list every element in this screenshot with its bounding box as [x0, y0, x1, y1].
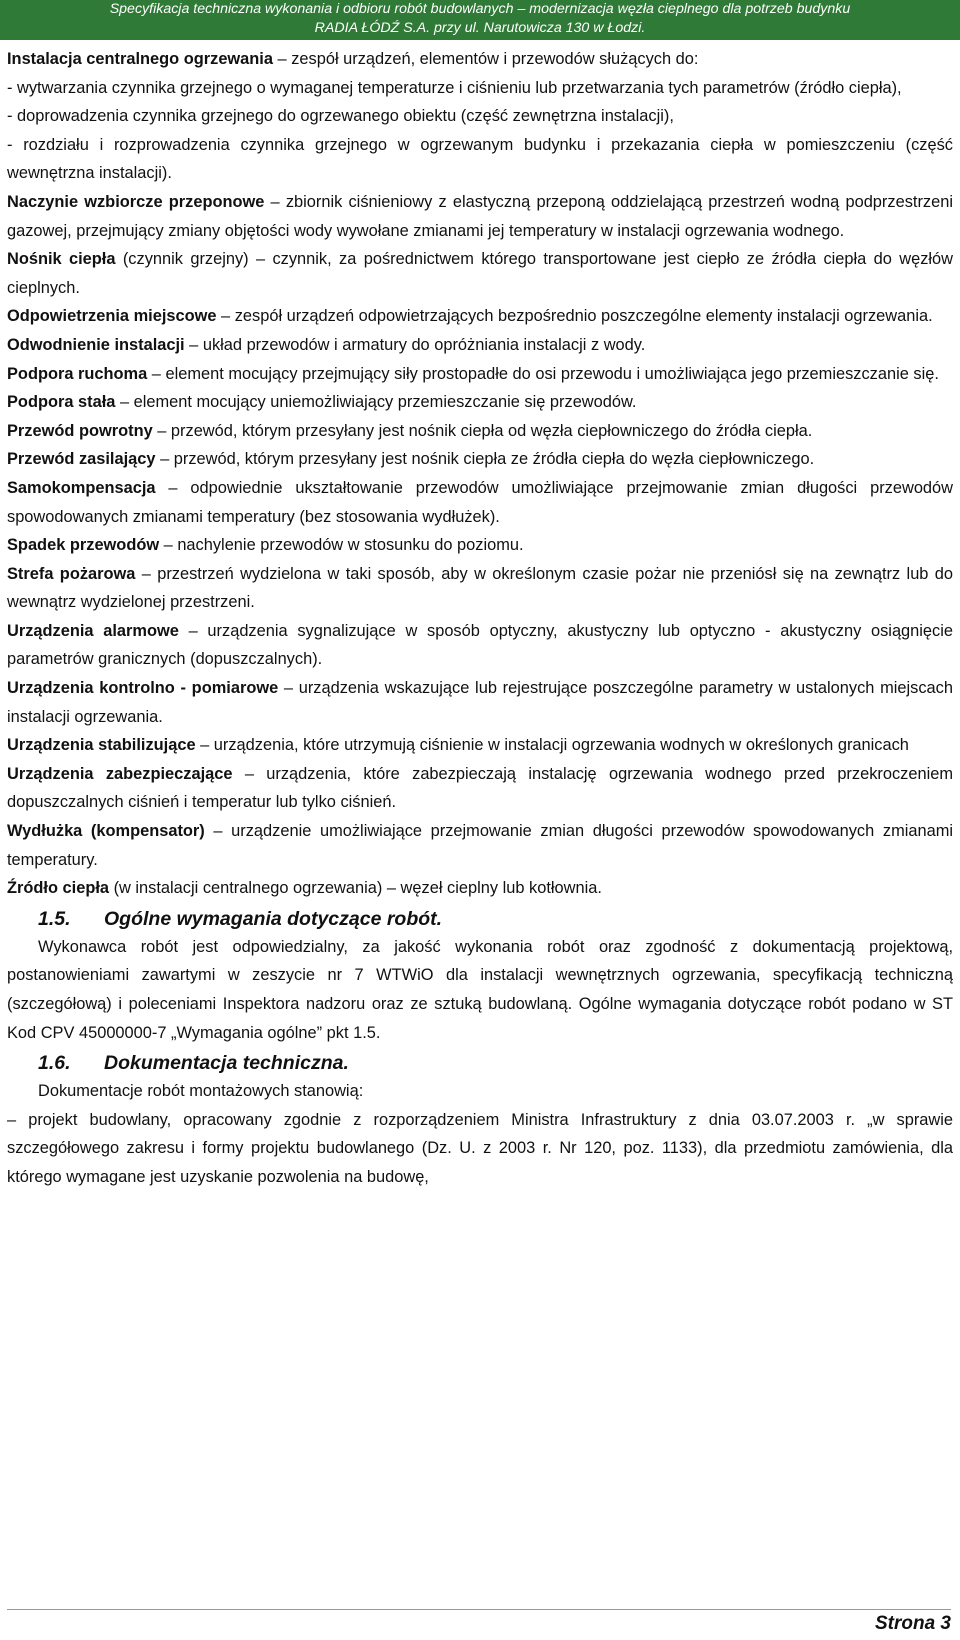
definition-text: – przewód, którym przesyłany jest nośnik ciepła od węzła ciepłowniczego do źródła ciepła.	[152, 421, 813, 440]
definition	[7, 388, 953, 417]
definition-text: – urządzenia sygnalizujące w sposób optyczny, akustyczny lub optyczno - akustyczny osiągnięcie parametrów granicznych (dopuszczalnych).	[7, 621, 953, 669]
definition-term: Wydłużka (kompensator)	[7, 822, 205, 841]
definition	[7, 674, 953, 731]
definition	[7, 617, 953, 674]
definition	[7, 245, 953, 302]
section-title: Ogólne wymagania dotyczące robót.	[104, 907, 443, 930]
definition	[7, 417, 953, 446]
definition-text: – nachylenie przewodów w stosunku do poziomu.	[159, 536, 524, 555]
definition	[7, 445, 953, 474]
definition-term: Urządzenia zabezpieczające	[7, 764, 233, 783]
definition-term: Urządzenia alarmowe	[7, 621, 179, 640]
definition	[7, 874, 953, 903]
definition	[7, 474, 953, 531]
list-item: - rozdziału i rozprowadzenia czynnika grzejnego w ogrzewanym budynku i przekazania ciepła w pomieszczeniu (część wewnętrzna instalacji).	[7, 135, 953, 183]
definition-text: – urządzenia, które utrzymują ciśnienie w instalacji ogrzewania wodnych w określonych granicach	[195, 736, 909, 755]
definition-text: – odpowiednie ukształtowanie przewodów umożliwiające przejmowanie zmian długości przewodów spowodowanych zmianami temperatury (bez stosowania wydłużek).	[7, 478, 953, 526]
definition	[7, 302, 953, 331]
definition-term: Odpowietrzenia miejscowe	[7, 307, 217, 326]
section-1-5-text: Wykonawca robót jest odpowiedzialny, za jakość wykonania robót oraz zgodność z dokumentacją projektową, postanowieniami zawartymi w zeszycie nr 7 WTWiO dla instalacji wewnętrznych ogrzewania, specyfikacją techniczną (szczegółową) i poleceniami Inspektora nadzoru oraz ze sztuką budowlaną. Ogólne wymagania dotyczące robót podano w ST Kod CPV 45000000-7 „Wymagania ogólne” pkt 1.5.	[7, 937, 953, 1042]
definition	[7, 817, 953, 874]
definition-term: Nośnik ciepła	[7, 250, 116, 269]
definition	[7, 188, 953, 245]
definition-term: Podpora stała	[7, 393, 116, 412]
definition-term: Źródło ciepła	[7, 879, 110, 898]
section-heading-1-5	[7, 906, 953, 933]
footer-divider	[7, 1609, 951, 1610]
list-item: - doprowadzenia czynnika grzejnego do ogrzewanego obiektu (część zewnętrzna instalacji),	[7, 107, 674, 126]
definition-text: (w instalacji centralnego ogrzewania) – węzeł cieplny lub kotłownia.	[109, 879, 602, 898]
definition-text: – układ przewodów i armatury do opróżniania instalacji z wody.	[184, 335, 646, 354]
definition	[7, 760, 953, 817]
definition-text: – przestrzeń wydzielona w taki sposób, aby w określonym czasie pożar nie przeniósł się na zewnątrz lub do wewnątrz wydzielonej przestrzeni.	[7, 564, 954, 612]
section-title: Dokumentacja techniczna.	[104, 1052, 349, 1075]
definition-text: – przewód, którym przesyłany jest nośnik ciepła ze źródła ciepła do węzła ciepłowniczego.	[155, 450, 815, 469]
definition	[7, 331, 953, 360]
header-line-2: RADIA ŁÓDŹ S.A. przy ul. Narutowicza 130 w Łodzi.	[314, 20, 646, 36]
definition-term: Przewód powrotny	[7, 421, 153, 440]
definition-text: – urządzenia, które zabezpieczają instalację ogrzewania wodnego przed przekroczeniem dopuszczalnych ciśnień i temperatur lub tylko ciśnień.	[7, 764, 954, 812]
definition-term: Urządzenia stabilizujące	[7, 736, 196, 755]
definition-term: Naczynie wzbiorcze przeponowe	[7, 192, 265, 211]
definition-text: – zespół urządzeń odpowietrzających bezpośrednio poszczególne elementy instalacji ogrzewania.	[216, 307, 933, 326]
section-number: 1.5.	[38, 907, 71, 930]
document-header	[0, 0, 960, 40]
list-item: – projekt budowlany, opracowany zgodnie z rozporządzeniem Ministra Infrastruktury z dnia 03.07.2003 r. „w sprawie szczegółowego zakresu i formy projektu budowlanego (Dz. U. z 2003 r. Nr 120, poz. 1133), dla przedmiotu zamówienia, dla którego wymagane jest uzyskanie pozwolenia na budowę,	[7, 1110, 953, 1186]
section-number: 1.6.	[38, 1052, 71, 1075]
definition-text: – urządzenie umożliwiające przejmowanie zmian długości przewodów spowodowanych zmianami temperatury.	[7, 822, 954, 869]
definition-term: Samokompensacja	[7, 478, 156, 497]
definition-term: Przewód zasilający	[7, 450, 156, 469]
definition-text: (czynnik grzejny) – czynnik, za pośrednictwem którego transportowane jest ciepło ze źródła ciepła do węzłów cieplnych.	[7, 250, 953, 297]
definition-term: Urządzenia kontrolno - pomiarowe	[7, 679, 279, 698]
definition-central-heating	[7, 45, 953, 74]
section-1-6-intro: Dokumentacje robót montażowych stanowią:	[38, 1082, 364, 1101]
definition-text: – zbiornik ciśnieniowy z elastyczną przeponą oddzielającą przestrzeń wodną podprzestrzeni gazowej, przejmujący zmiany objętości wody wywołane zmianami jej temperatury w instalacji ogrzewania wodnego.	[7, 192, 953, 240]
document-body	[7, 45, 953, 1192]
definition-text: – urządzenia wskazujące lub rejestrujące poszczególne parametry w ustalonych miejscach instalacji ogrzewania.	[7, 679, 953, 726]
definition-text: – element mocujący uniemożliwiający przemieszczanie się przewodów.	[115, 393, 637, 412]
list-item: - wytwarzania czynnika grzejnego o wymaganej temperaturze i ciśnieniu lub przetwarzania tych parametrów (źródło ciepła),	[7, 78, 902, 97]
header-line-1: Specyfikacja techniczna wykonania i odbioru robót budowlanych – modernizacja węzła cieplnego dla potrzeb budynku	[109, 1, 851, 17]
definition-term: Odwodnienie instalacji	[7, 335, 185, 354]
definition-term: Instalacja centralnego ogrzewania	[7, 50, 273, 68]
page-number: Strona 3	[874, 1613, 951, 1634]
definition-term: Strefa pożarowa	[7, 564, 136, 583]
definition	[7, 531, 953, 560]
definition-term: Spadek przewodów	[7, 536, 160, 555]
definition-text: – zespół urządzeń, elementów i przewodów służących do:	[272, 50, 699, 68]
definition	[7, 560, 953, 617]
definition	[7, 360, 953, 389]
section-heading-1-6	[7, 1050, 953, 1077]
definition	[7, 731, 953, 760]
definition-text: – element mocujący przejmujący siły prostopadłe do osi przewodu i umożliwiająca jego przemieszczanie się.	[147, 364, 939, 383]
definition-term: Podpora ruchoma	[7, 364, 148, 383]
